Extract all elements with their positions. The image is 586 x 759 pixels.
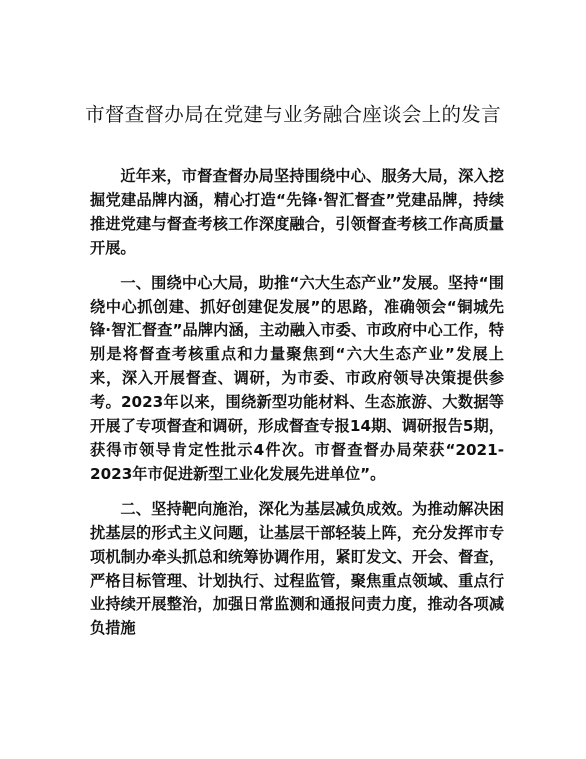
paragraph-section-one: 一、围绕中心大局，助推“六大生态产业”发展。坚持“围绕中心抓创建、抓好创建促发展”的思路，准确领会“铜城先锋·智汇督查”品牌内涵，主动融入市委、市政府中心工作，特别是将督查考核重点和力量聚焦到“六大生态产业”发展上来，深入开展督查、调研，为市委、市政府领导决策提供参考。2023年以来，围绕新型功能材料、生态旅游、大数据等开展了专项督查和调研，形成督查专报14期、调研报告5期，获得市领导肯定性批示4件次。市督查督办局荣获“2021-2023年市促进新型工业化发展先进单位”。 (90, 273, 504, 483)
document-body (90, 165, 504, 652)
paragraph-intro: 近年来，市督查督办局坚持围绕中心、服务大局，深入挖掘党建品牌内涵，精心打造“先锋·智汇督查”党建品牌，持续推进党建与督查考核工作深度融合，引领督查考核工作高质量开展。 (90, 167, 504, 257)
document-title: 市督查督办局在党建与业务融合座谈会上的发言 (85, 103, 501, 126)
paragraph-section-two: 二、坚持靶向施治，深化为基层减负成效。为推动解决困扰基层的形式主义问题，让基层干部轻装上阵，充分发挥市专项机制办牵头抓总和统筹协调作用，紧盯发文、开会、督查，严格目标管理、计划执行、过程监管，聚焦重点领域、重点行业持续开展整治，加强日常监测和通报问责力度，推动各项减负措施 (90, 499, 504, 638)
